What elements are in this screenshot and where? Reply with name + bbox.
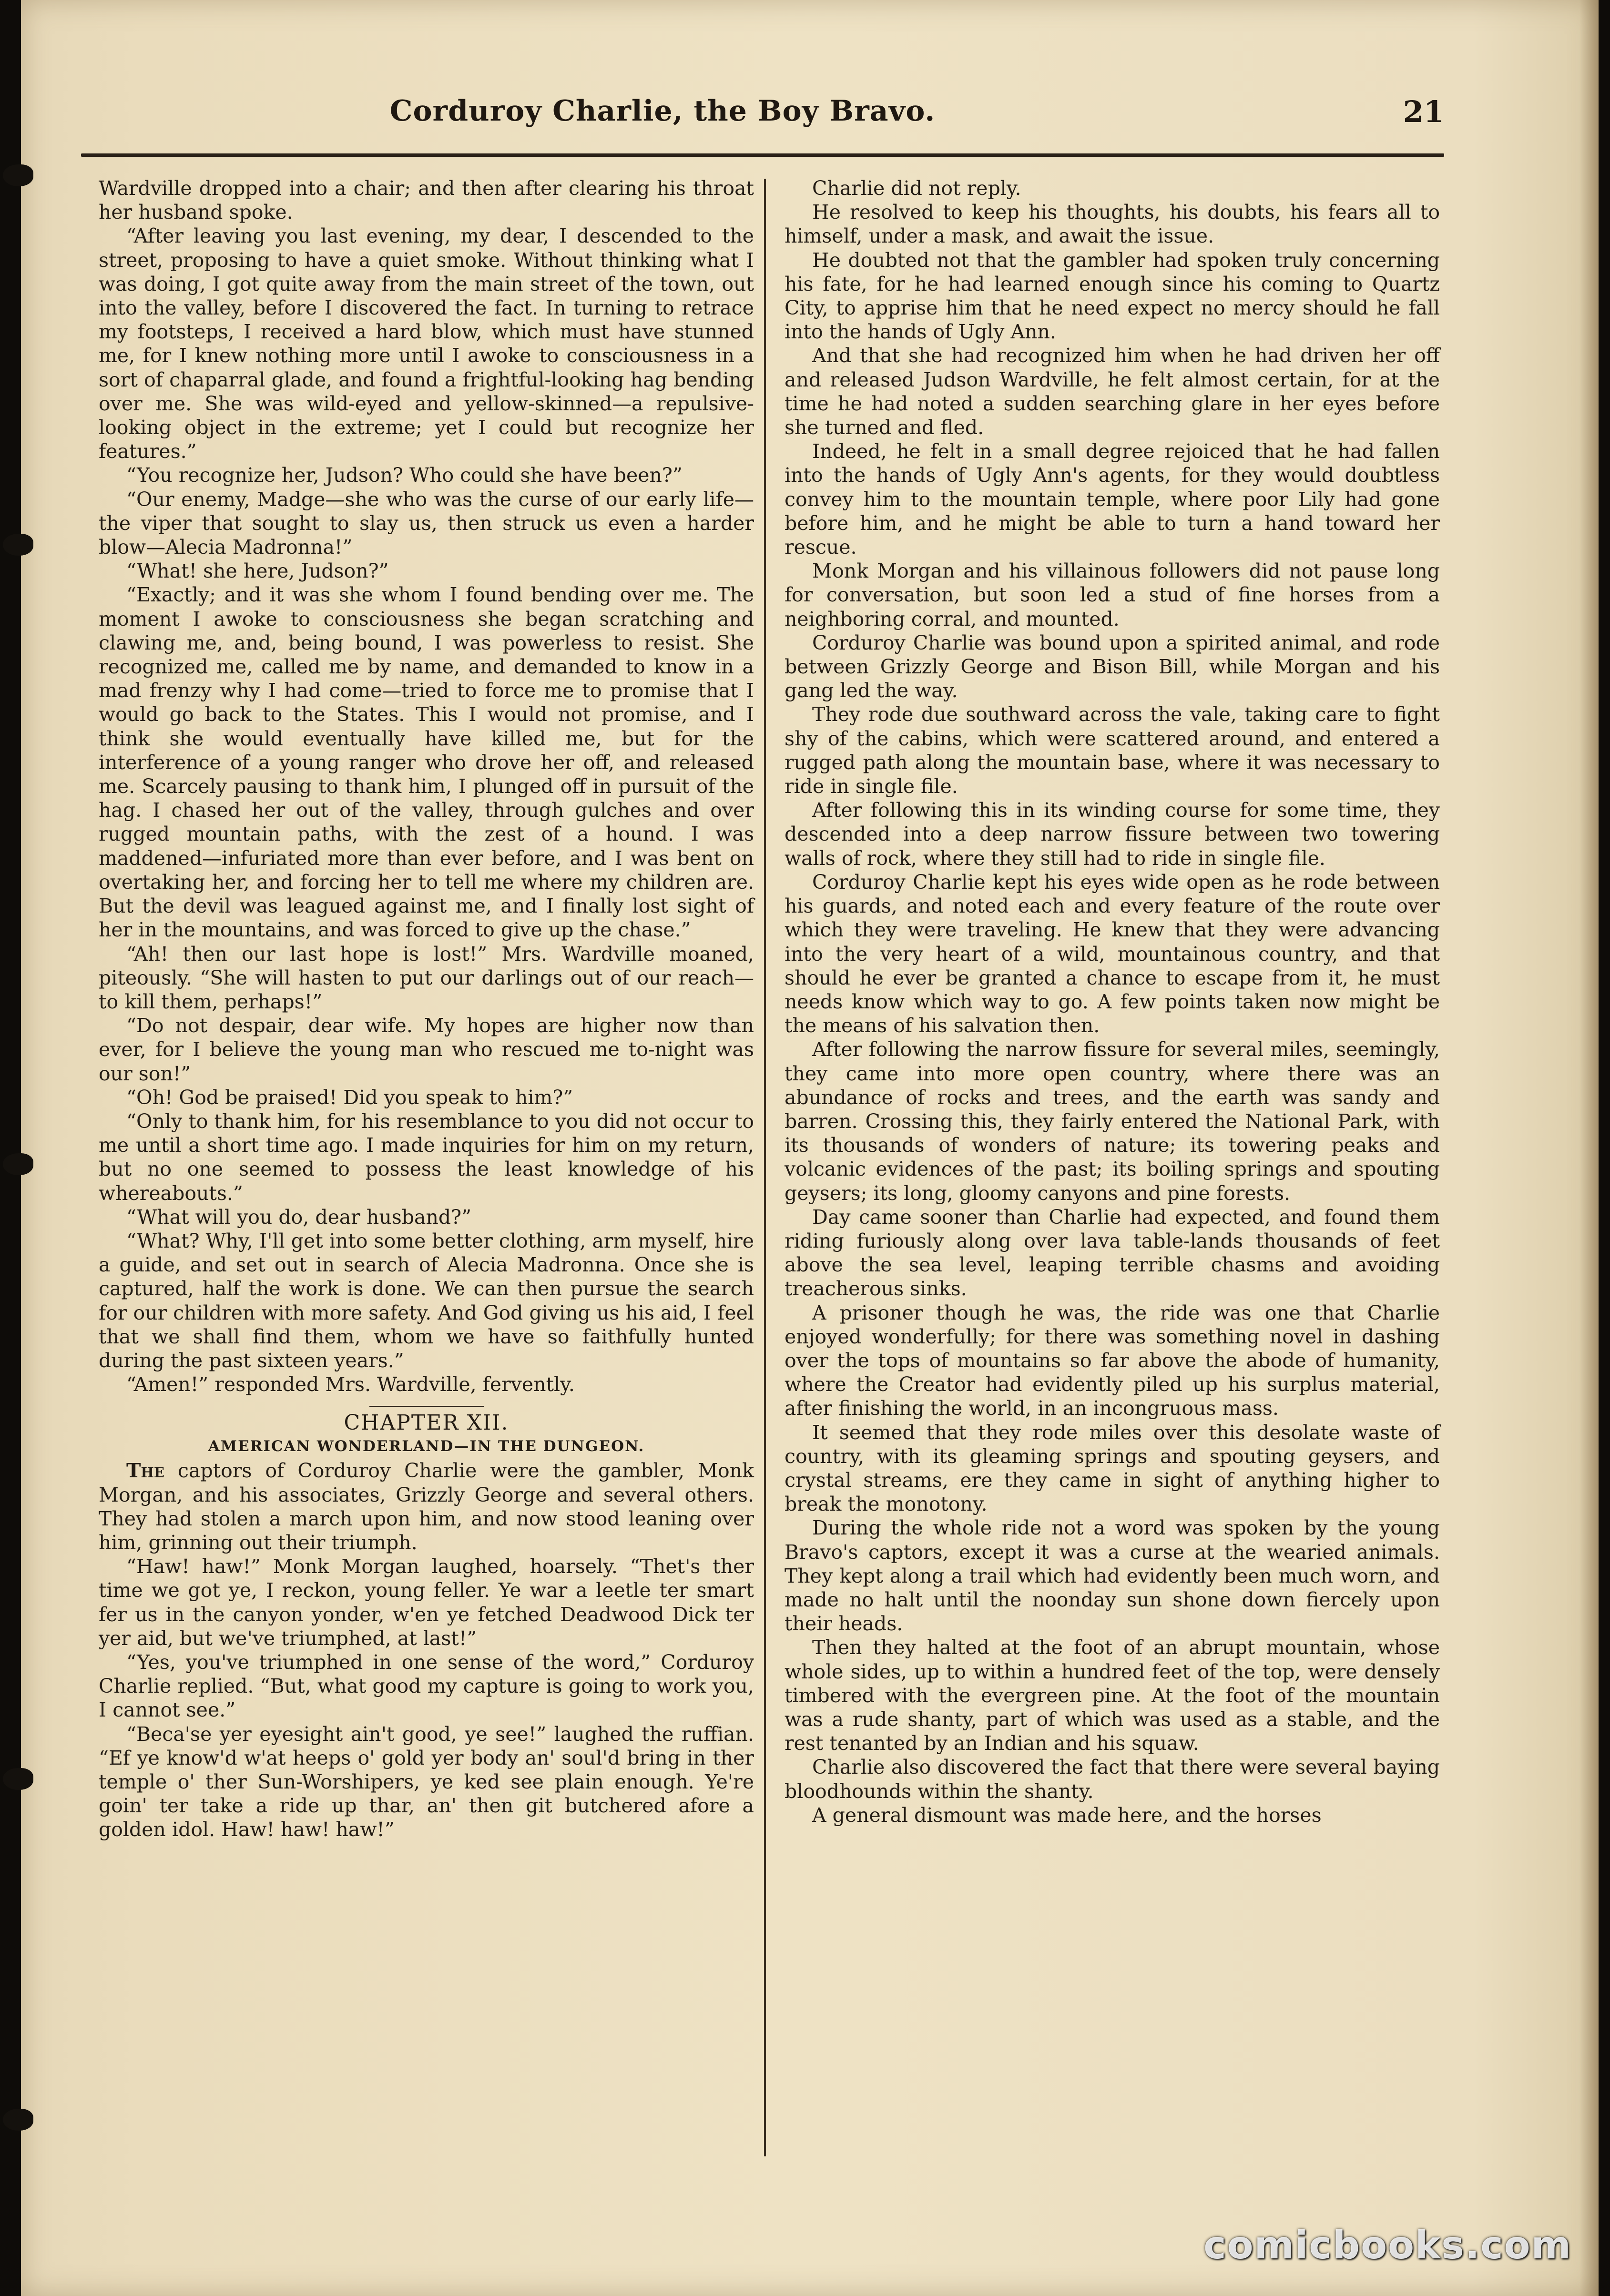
paragraph: Monk Morgan and his villainous followers did not pause long for conversation, but soon led a stud of fine horses from a neighboring corral, and mounted.: [785, 559, 1440, 630]
paragraph: “Beca'se yer eyesight ain't good, ye see!” laughed the ruffian. “Ef ye know'd w'at heeps o' gold yer body an' soul'd bring in ther temple o' ther Sun-Worshipers, ye ked see plain enough. Ye're goin' ter take a ride up thar, an' then git butchered afore a golden idol. Haw! haw! haw!”: [99, 1722, 754, 1841]
right-column: [785, 176, 1440, 1827]
watermark: comicbooks.com: [1203, 2223, 1572, 2267]
binding-hole: [3, 1768, 33, 1790]
paragraph: “After leaving you last evening, my dear, I descended to the street, proposing to have a quiet smoke. Without thinking what I was doing, I got quite away from the main street of the town, out into the valley, before I discovered the fact. In turning to retrace my footsteps, I received a hard blow, which must have stunned me, for I knew nothing more until I awoke to consciousness in a sort of chaparral glade, and found a frightful-looking hag bending over me. She was wild-eyed and yellow-skinned—a repulsive-looking object in the extreme; yet I could but recognize her features.”: [99, 224, 754, 463]
paragraph: Wardville dropped into a chair; and then after clearing his throat her husband spoke.: [99, 177, 754, 224]
paragraph: “What will you do, dear husband?”: [126, 1205, 472, 1229]
paragraph: He resolved to keep his thoughts, his doubts, his fears all to himself, under a mask, and await the issue.: [785, 201, 1440, 248]
chapter-number: CHAPTER XII.: [344, 1411, 509, 1435]
binding-hole: [3, 1153, 33, 1175]
running-title: Corduroy Charlie, the Boy Bravo.: [389, 94, 936, 128]
page-edge-shadow: [1579, 0, 1599, 2296]
paragraph: During the whole ride not a word was spoken by the young Bravo's captors, except it was a curse at the wearied animals. They kept along a trail which had evidently been much worn, and made no halt until the noonday sun shone down fiercely upon their heads.: [785, 1516, 1440, 1636]
paragraph: Then they halted at the foot of an abrupt mountain, whose whole sides, up to within a hundred feet of the top, were densely timbered with the evergreen pine. At the foot of the mountain was a rude shanty, part of which was used as a stable, and the rest tenanted by an Indian and his squaw.: [785, 1636, 1440, 1755]
binding-hole: [3, 534, 33, 556]
chapter-rule: [369, 1406, 484, 1407]
paragraph: “Only to thank him, for his resemblance to you did not occur to me until a short time ago. I made inquiries for him on my return, but no one seemed to possess the least knowledge of his whereabouts.”: [99, 1109, 754, 1205]
paragraph: “What! she here, Judson?”: [126, 559, 389, 583]
paragraph: “Our enemy, Madge—she who was the curse of our early life—the viper that sought to slay us, then struck us even a harder blow—Alecia Madronna!”: [99, 488, 754, 559]
paragraph: Corduroy Charlie kept his eyes wide open as he rode between his guards, and noted each and every feature of the route over which they were traveling. He knew that they were advancing into the very heart of a wild, mountainous country, and that should he ever be granted a chance to escape from it, he must needs know which way to go. A few points taken now might be the means of his salvation then.: [785, 870, 1440, 1037]
paragraph: A prisoner though he was, the ride was one that Charlie enjoyed wonderfully; for there was something novel in dashing over the tops of mountains so far above the abode of humanity, where the Creator had evidently piled up his surplus material, after finishing the world, in an incongruous mass.: [785, 1301, 1440, 1420]
header-rule: [81, 153, 1444, 157]
paragraph: After following this in its winding course for some time, they descended into a deep narrow fissure between two towering walls of rock, where they still had to ride in single file.: [785, 799, 1440, 870]
paragraph: “You recognize her, Judson? Who could she have been?”: [126, 464, 683, 487]
paragraph: Day came sooner than Charlie had expected, and found them riding furiously along over lava table-lands thousands of feet above the sea level, leaping terrible chasms and avoiding treacherous sinks.: [785, 1205, 1440, 1300]
paragraph: And that she had recognized him when he had driven her off and released Judson Wardville, he felt almost certain, for at the time he had noted a sudden searching glare in her eyes before she turned and fled.: [785, 344, 1440, 439]
paragraph: “What? Why, I'll get into some better clothing, arm myself, hire a guide, and set out in search of Alecia Madronna. Once she is captured, half the work is done. We can then pursue the search for our children with more safety. And God giving us his aid, I feel that we shall find them, whom we have so faithfully hunted during the past sixteen years.”: [99, 1229, 754, 1372]
paragraph: “Amen!” responded Mrs. Wardville, fervently.: [126, 1373, 575, 1396]
paragraph: Corduroy Charlie was bound upon a spirited animal, and rode between Grizzly George and Bison Bill, while Morgan and his gang led the way.: [785, 631, 1440, 702]
paragraph: He doubted not that the gambler had spoken truly concerning his fate, for he had learned enough since his coming to Quartz City, to apprise him that he need expect no mercy should he fall into the hands of Ugly Ann.: [785, 248, 1440, 344]
left-column: [99, 176, 754, 1842]
paragraph: “Yes, you've triumphed in one sense of the word,” Corduroy Charlie replied. “But, what good my capture is going to work you, I cannot see.”: [99, 1650, 754, 1722]
drop-word: The: [126, 1459, 165, 1483]
paragraph: “Haw! haw!” Monk Morgan laughed, hoarsely. “Thet's ther time we got ye, I reckon, young feller. Ye war a leetle ter smart fer us in the canyon yonder, w'en ye fetched Deadwood Dick ter yer aid, but we've triumphed, at last!”: [99, 1555, 754, 1650]
paragraph: Charlie also discovered the fact that there were several baying bloodhounds within the shanty.: [785, 1756, 1440, 1803]
paragraph: “Ah! then our last hope is lost!” Mrs. Wardville moaned, piteously. “She will hasten to put our darlings out of our reach—to kill them, perhaps!”: [99, 942, 754, 1013]
paragraph: They rode due southward across the vale, taking care to fight shy of the cabins, which were scattered around, and entered a rugged path along the mountain base, where it was necessary to ride in single file.: [785, 703, 1440, 798]
paragraph: “Exactly; and it was she whom I found bending over me. The moment I awoke to consciousness she began scratching and clawing me, and, being bound, I was powerless to resist. She recognized me, called me by name, and demanded to know in a mad frenzy why I had come—tried to force me to promise that I would go back to the States. This I would not promise, and I think she would eventually have killed me, but for the interference of a young ranger who drove her off, and released me. Scarcely pausing to thank him, I plunged off in pursuit of the hag. I chased her out of the valley, through gulches and over rugged mountain paths, with the zest of a hound. I was maddened—infuriated more than ever before, and I was bent on overtaking her, and forcing her to tell me where my children are. But the devil was leagued against me, and I finally lost sight of her in the mountains, and was forced to give up the chase.”: [99, 583, 754, 942]
paragraph: Indeed, he felt in a small degree rejoiced that he had fallen into the hands of Ugly Ann's agents, for they would doubtless convey him to the mountain temple, where poor Lily had gone before him, and he might be able to turn a hand toward her rescue.: [785, 440, 1440, 559]
paragraph: A general dismount was made here, and the horses: [812, 1803, 1322, 1827]
page-number: 21: [1403, 94, 1444, 129]
chapter-title: AMERICAN WONDERLAND—IN THE DUNGEON.: [208, 1438, 645, 1455]
paragraph: “Do not despair, dear wife. My hopes are higher now than ever, for I believe the young man who rescued me to-night was our son!”: [99, 1014, 754, 1085]
paragraph: It seemed that they rode miles over this desolate waste of country, with its gleaming springs and spouting geysers, and crystal streams, ere they came in sight of anything higher to break the monotony.: [785, 1421, 1440, 1516]
paragraph: Charlie did not reply.: [812, 177, 1021, 200]
paragraph: After following the narrow fissure for several miles, seemingly, they came into more open country, where there was an abundance of rocks and trees, and the earth was sandy and barren. Crossing this, they fairly entered the National Park, with its thousands of wonders of nature; its towering peaks and volcanic evidences of the past; its boiling springs and spouting geysers; its long, gloomy canyons and pine forests.: [785, 1038, 1440, 1205]
binding-hole: [3, 2109, 33, 2131]
chapter-opening-paragraph: [99, 1459, 754, 1554]
binding-hole: [3, 164, 33, 186]
chapter-heading: [99, 1406, 754, 1457]
paragraph-text: captors of Corduroy Charlie were the gambler, Monk Morgan, and his associates, Grizzly George and several others. They had stolen a march upon him, and now stood leaning over him, grinning out their triumph.: [99, 1459, 754, 1554]
running-head: [157, 91, 1444, 143]
column-divider: [764, 179, 766, 2156]
paragraph: “Oh! God be praised! Did you speak to him?”: [126, 1086, 573, 1109]
